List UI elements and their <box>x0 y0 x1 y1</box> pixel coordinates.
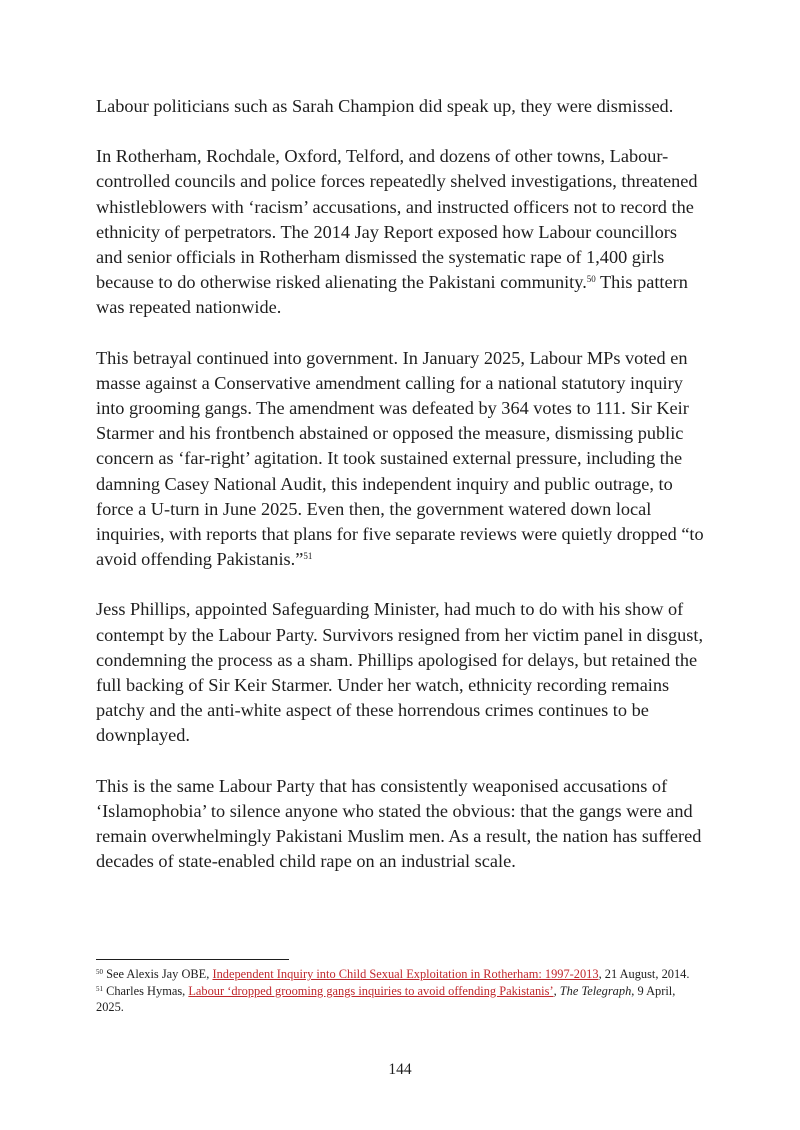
paragraph-2 <box>96 144 706 320</box>
body-text <box>96 94 706 899</box>
paragraph-4-text: Jess Phillips, appointed Safeguarding Minister, had much to do with his show of contempt by the Labour Party. Survivors resigned from her victim panel in disgust, condemning the process as a sham. Phillips apologised for delays, but retained the full backing of Sir Keir Starmer. Under her watch, ethnicity recording remains patchy and the anti-white aspect of these horrendous crimes continues to be downplayed. <box>96 599 704 746</box>
footnote-publication: The Telegraph <box>559 983 632 998</box>
paragraph-5 <box>96 774 706 875</box>
footnote-link-telegraph[interactable]: Labour ‘dropped grooming gangs inquiries to avoid offending Pakistanis’ <box>188 983 554 998</box>
paragraph-2-text: In Rotherham, Rochdale, Oxford, Telford, and dozens of other towns, Labour-controlled councils and police forces repeatedly shelved investigations, threatened whistleblowers with ‘racism’ accusations, and instructed officers not to record the ethnicity of perpetrators. The 2014 Jay Report exposed how Labour councillors and senior officials in Rotherham dismissed the systematic rape of 1,400 girls because to do otherwise risked alienating the Pakistani community. <box>96 146 698 293</box>
paragraph-5-text: This is the same Labour Party that has consistently weaponised accusations of ‘Islamophobia’ to silence anyone who stated the obvious: that the gangs were and remain overwhelmingly Pakistani Muslim men. As a result, the nation has suffered decades of state-enabled child rape on an industrial scale. <box>96 775 702 872</box>
paragraph-4 <box>96 597 706 748</box>
paragraph-1 <box>96 94 706 119</box>
footnote-ref-50[interactable]: 50 <box>586 274 596 285</box>
footnote-51 <box>96 983 706 1016</box>
footnote-suffix: , 9 April, 2025. <box>96 983 676 1014</box>
footnote-number: 50 <box>96 968 103 976</box>
paragraph-2-end: This pattern was repeated nationwide. <box>96 272 688 318</box>
paragraph-1-text: Labour politicians such as Sarah Champion did speak up, they were dismissed. <box>96 96 674 116</box>
paragraph-3 <box>96 346 706 573</box>
footnotes <box>96 966 706 1016</box>
footnote-ref-51[interactable]: 51 <box>303 551 313 562</box>
footnote-divider <box>96 959 289 960</box>
footnote-prefix: Charles Hymas, <box>103 983 189 998</box>
footnote-50 <box>96 966 706 983</box>
footnote-separator: , <box>553 983 560 998</box>
footnote-link-jay-report[interactable]: Independent Inquiry into Child Sexual Exploitation in Rotherham: 1997-2013 <box>212 967 599 981</box>
footnote-number: 51 <box>96 984 103 993</box>
footnote-prefix: See Alexis Jay OBE, <box>103 967 213 981</box>
page-number: 144 <box>388 1061 412 1078</box>
paragraph-3-text: This betrayal continued into government. In January 2025, Labour MPs voted en masse against a Conservative amendment calling for a national statutory inquiry into grooming gangs. The amendment was defeated by 364 votes to 111. Sir Keir Starmer and his frontbench abstained or opposed the measure, dismissing public concern as ‘far-right’ agitation. It took sustained external pressure, including the damning Casey National Audit, this independent inquiry and public outrage, to force a U-turn in June 2025. Even then, the government watered down local inquiries, with reports that plans for five separate reviews were quietly dropped “to avoid offending Pakistanis.” <box>96 347 704 570</box>
footnote-suffix: , 21 August, 2014. <box>598 967 690 981</box>
